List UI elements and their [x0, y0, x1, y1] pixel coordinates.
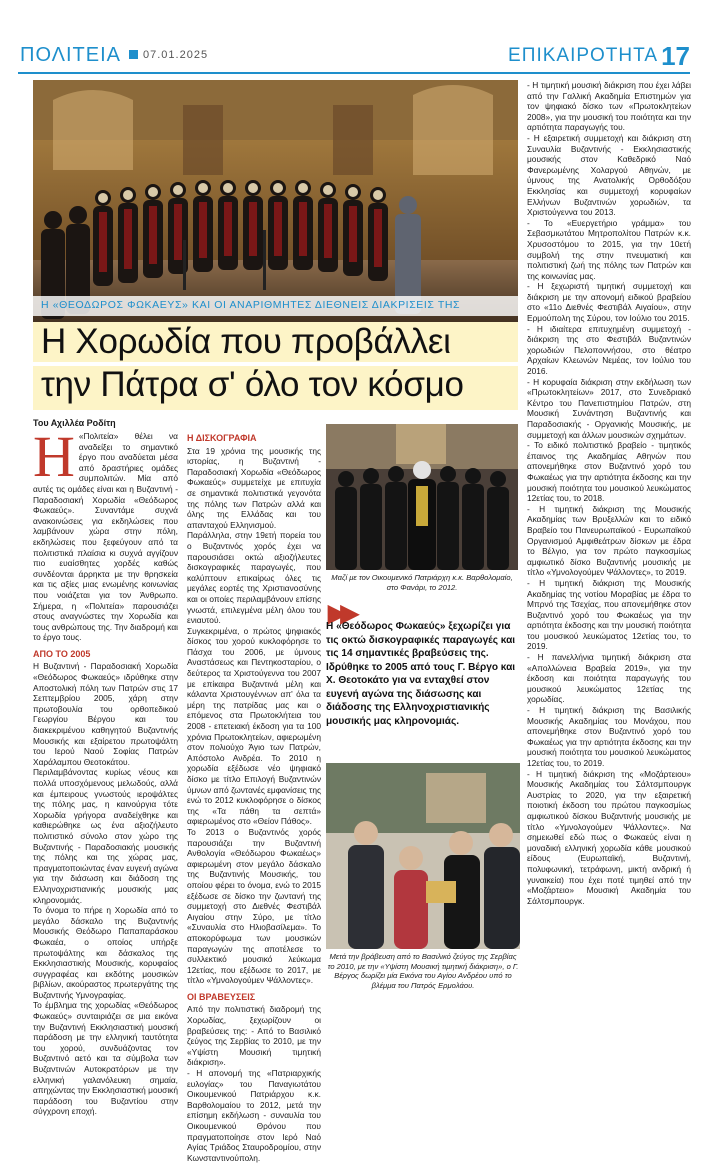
- photo-caption-award: Μετά την βράβευση από το Βασιλικό ζεύγος της Σερβίας το 2010, με την «Υψίστη Μουσική τιμητική διάκριση», ο Γ. Βέργος δωρίζει μία Εικόνα του Αγίου Ανδρέου υπό το βλέμμα του Πατρός Ερμολάου.: [327, 952, 519, 990]
- article-column-2: [187, 431, 321, 1163]
- section-label: [20, 44, 208, 67]
- headline-block: [33, 322, 518, 410]
- category-label: ΕΠΙΚΑΙΡΟΤΗΤΑ: [508, 45, 658, 66]
- issue-date: 07.01.2025: [143, 49, 209, 61]
- award-item: - Η τιμητική διάκριση της «Μοζάρτειου» Μουσικής Ακαδημίας του Σάλτσμπουργκ Αυστρίας το 2020, για την εξαιρετική ποιοτική έκδοση του πρώτου παγκοσμίως αμφιωτικού δίσκου Βυζαντινής μουσικής με τίτλο «Υμνολογούμεν Ψάλλοντες». Να σημειωθεί εδώ πως ο Φωκαεύς είναι η μοναδική ελληνική χορωδία κάθε μουσικού είδους (Ευρωπαϊκή, Βυζαντινή, πολυφωνική, τετράφωνη, μικτή ανδρική ή γυναικεία) που έχει ποτέ τιμηθεί από την «Μοζάρτειο» Μουσική Ακαδημία του Σάλτσμπουργκ.: [527, 768, 691, 906]
- double-arrow-icon: ▶▶: [328, 600, 353, 627]
- paragraph: Στα 19 χρόνια της μουσικής της ιστορίας, η Βυζαντινή - Παραδοσιακή Χορωδία «Θεόδωρος Φωκαεύς» συμμετείχε με επιτυχία σε σημαντικά πολιτιστικά γεγονότα της πόλης των Πατρών αλλά και όλης της Ελλάδας και του απανταχού Ελληνισμού.: [187, 445, 321, 530]
- page-header: [18, 41, 690, 71]
- author-byline: Του Αχιλλέα Ροδίτη: [33, 418, 116, 428]
- award-item: - Το «Ευεργετήριο γράμμα» του Σεβασμιωτάτου Μητροπολίτου Πατρών κ.κ. Χρυσοστόμου το 2015, για την 10ετή συμβολή της στην πνευματική και πολιτιστική ζωή της πόλης των Πατρών και της κοινωνίας μας.: [527, 217, 691, 281]
- photo-caption-patriarch: Μαζί με τον Οικουμενικό Πατριάρχη κ.κ. Βαρθολομαίο, στο Φανάρι, το 2012.: [331, 573, 513, 592]
- award-item: - Η τιμητική διάκριση της Μουσικής Ακαδημίας της νοτίου Μοραβίας με έδρα το Μπρνό της Τσεχίας, που απονεμήθηκε στον Βυζαντινό χορό του Φωκαέως για την αρτιότητα έκδοσης και την μουσική ποιότητα του μουσικού λευκώματος 12ετίας του, το 2019.: [527, 577, 691, 652]
- paragraph: - Η απονομή της «Πατριαρχικής ευλογίας» του Παναγιωτάτου Οικουμενικού Πατριάρχου κ.κ. Βαρθολομαίου το 2012, μετά την επίσημη εκδήλωση - συναυλία του Οικουμενικού Θρόνου που πραγματοποίησε στον Ιερό Ναό Αγίας Τριάδος Σταυροδρομίου, στην Κωνσταντινούπολη.: [187, 1068, 321, 1163]
- article-column-1: [33, 424, 179, 1117]
- kicker-banner: Η «ΘΕΟΔΩΡΟΣ ΦΩΚΑΕΥΣ» ΚΑΙ ΟΙ ΑΝΑΡΙΘΜΗΤΕΣ ΔΙΕΘΝΕΙΣ ΔΙΑΚΡΙΣΕΙΣ ΤΗΣ: [33, 296, 518, 316]
- section-name: ΠΟΛΙΤΕΙΑ: [20, 44, 122, 66]
- paragraph: Συγκεκριμένα, ο πρώτος ψηφιακός δίσκος του χορού κυκλοφόρησε το Πάσχα του 2006, με ύμνους Αναστάσεως και Πεντηκοσταρίου, ο δεύτερος τα Χριστούγεννα του 2007 με επίκαιρα Βυζαντινά μέλη και κάλαντα Χριστουγέννων απ' όλα τα μέρη της πατρίδας μας και ο επόμενος στα Πρωτοκλήτεια του 2008 - επετειακή έκδοση για τα 100 χρόνια Πρωτοκλητείων, αφιερωμένη στον πολιούχο Άγιο των Πατρών, Απόστολο Ανδρέα. Το 2010 η χορωδία εξέδωσε νέο ψηφιακό δίσκο με τίτλο Επιλογή Βυζαντινών ύμνων από ζωντανές εμφανίσεις της ενώ το 2012 κυκλοφόρησε ο δίσκος της «Τα πάθη τα σεπτά» αφιερωμένος στο «Θείον Πάθος».: [187, 625, 321, 827]
- paragraph: Το όνομα το πήρε η Χορωδία από το μεγάλο δάσκαλο της Βυζαντινής Μουσικής Θεόδωρο Παπαπαράσκου Φωκαέα, ο οποίος υπήρξε πρωτοψάλτης και δάσκαλος της Εκκλησιαστικής Μουσικής, κορυφαίος συγγραφέας και εκδότης μουσικών βιβλίων, ακούραστος πρωτεργάτης της Βυζαντινής Υμνογραφίας.: [33, 905, 178, 1000]
- award-item: - Η κορυφαία διάκριση στην εκδήλωση των «Πρωτοκλητείων» 2017, στο Συνεδριακό Κέντρο του Πανεπιστημίου Πατρών, στη Μουσική Συνάντηση Βυζαντινής και Παραδοσιακής - Οργανικής Μουσικής, με συμμετοχή και άλλων μουσικών σχημάτων.: [527, 376, 691, 440]
- subhead-discography: Η ΔΙΣΚΟΓΡΑΦΙΑ: [187, 433, 257, 443]
- paragraph: Από την πολιτιστική διαδρομή της Χορωδίας, ξεχωρίζουν οι βραβεύσεις της: - Από το Βασιλικό ζεύγος της Σερβίας το 2010, με την «Υψίστη Μουσική τιμητική διάκριση».: [187, 1004, 321, 1068]
- award-item: - Η εξαιρετική συμμετοχή και διάκριση στη Συναυλία Βυζαντινής - Εκκλησιαστικής μουσικής στον Καθεδρικό Ναό Φανερωμένης Χολαργού Αθηνών, με ύμνους της Ανατολικής Ορθοδόξου Εκκλησίας και συμμετοχή κορυφαίων Ελλήνων Βυζαντινών χορωδιών, τα Χριστούγεννα του 2013.: [527, 132, 691, 218]
- header-divider: [18, 72, 690, 74]
- page-number: 17: [661, 41, 690, 71]
- award-item: - Η πανελλήνια τιμητική διάκριση στα «Απολλώνεια Βραβεία 2019», για την έκδοση και ποιότητα παραγωγής του μουσικού λευκώματος 12ετίας της χορωδίας.: [527, 652, 691, 705]
- subhead-since-2005: ΑΠΟ ΤΟ 2005: [33, 648, 91, 659]
- paragraph: Η Βυζαντινή - Παραδοσιακή Χορωδία «Θεόδωρος Φωκαεύς» ιδρύθηκε στην Αποστολική πόλη των Πατρών στις 17 Σεπτεμβρίου 2005, χάρη στην πρωτοβουλία του ορθοπεδικού Γεωργίου Βέργου και του διακεκριμένου καθηγητού Βυζαντινής Μουσικής και εξαίρετου πρωτοψάλτη του Ιερού Ναού Σοφίας Πατρών Χαράλαμπου Θεοτοκάτου.: [33, 661, 178, 767]
- award-item: - Το ειδικό πολιτιστικό βραβείο - τιμητικός έπαινος της Ακαδημίας Αθηνών που απονεμήθηκε στον Βυζαντινό χορό του Φωκαέως για την αρτιότητα έκδοσης και την μουσική ποιότητα του μουσικού λευκώματος 12ετίας του, το 2018.: [527, 440, 691, 504]
- choir-photo: [33, 80, 518, 330]
- award-item: - Η τιμητική μουσική διάκριση που έχει λάβει από την Γαλλική Ακαδημία Επιστημών για τον ψηφιακό δίσκο των «Πρωτοκλητείων 2008», για την μουσική του ποιότητα και την αρτιότητα παραγωγής του.: [527, 80, 691, 133]
- article-column-4: [527, 80, 691, 1022]
- award-item: - Η τιμητική διάκριση της Βασιλικής Μουσικής Ακαδημίας του Μονάχου, που απονεμήθηκε στον Βυζαντινό χορό του Φωκαέως για την αρτιότητα έκδοσης και την μουσική ποιότητα του μουσικού λευκώματος 12ετίας του, το 2019.: [527, 705, 691, 768]
- paragraph: Το 2013 ο Βυζαντινός χορός παρουσιάζει την Βυζαντινή Ανθολογία «Θεόδωρου Φωκαέως» αφιερωμένη στον μεγάλο δάσκαλο της Βυζαντινής Μουσικής, του οποίου φέρει το όνομα, ενώ το 2015 εξέδωσε σε δίσκο την ζωντανή της συμμετοχή στο Διεθνές Φεστιβάλ Αιγαίου στην Σύρο, με τίτλο «Συναυλία στο Ηλιοβασίλεμα». Το αποκορύφωμα των μουσικών παραγωγών της αποτέλεσε το συλλεκτικό μουσικό λεύκωμα 12ετίας, που εξέδωσε το 2017, με τίτλο «Υμνολογούμεν Ψάλλοντες».: [187, 826, 321, 986]
- pull-quote: Η «Θεόδωρος Φωκαεύς» ξεχωρίζει για τις οκτώ δισκογραφικές παραγωγές και τις 14 σημαντικές βραβεύσεις της. Ιδρύθηκε το 2005 από τους Γ. Βέργο και Χ. Θεοτοκάτο για να ενταχθεί στον ευγενή αγώνα της διάσωσης και διάδοσης της Ελληνοχριστιανικής μουσικής μας κληρονομιάς.: [326, 621, 516, 727]
- drop-cap: Η: [33, 424, 75, 489]
- award-photo: [326, 763, 520, 949]
- headline-line-1: Η Χορωδία που προβάλλει: [41, 322, 451, 361]
- paragraph: Το έμβλημα της χορωδίας «Θεόδωρος Φωκαεύς» συνταιριάζει σε μια εικόνα την Βυζαντινή Εκκλησιαστική μουσική παράδοση με την ελληνική ταυτότητα του χορού, συνδυάζοντας τον Βυζαντινό αετό και τα σύμβολα των Βυζαντινών Αυτοκρατόρων με την ελληνική γαλανόλευκη σημαία, απηχώντας την Εκκλησιαστική μουσική παράδοση του Βυζαντίου στην σύγχρονη εποχή.: [33, 1000, 178, 1117]
- subhead-awards: ΟΙ ΒΡΑΒΕΥΣΕΙΣ: [187, 991, 256, 1002]
- award-item: - Η ξεχωριστή τιμητική συμμετοχή και διάκριση με την απονομή ειδικού βραβείου στο «11ο Διεθνές Φεστιβάλ Αιγαίου», στην Ερμούπολη της Σύρου, τον Ιούλιο του 2015.: [527, 281, 691, 324]
- square-icon: [129, 50, 138, 59]
- paragraph: Παράλληλα, στην 19ετή πορεία του ο Βυζαντινός χορός έχει να παρουσιάσει οκτώ αξιοζήλευτες δισκογραφικές παραγωγές, που καλύπτουν επικαίρως όλες τις μεγάλες εορτές της Χριστιανοσύνης και οι οποίες περιλαμβάνουν επίσης γνωστά, επιλεγμένα μέλη όλου του ενιαυτού.: [187, 530, 321, 626]
- paragraph: Περιλαμβάνοντας κυρίως νέους και πολλά υποσχόμενους μελωδούς, αλλά και έμπειρους γνωστούς ιεροψάλτες της πόλης μας, η καινούργια τότε Χορωδία γρήγορα αναδείχθηκε και καθιερώθηκε ως ένα αξιοζήλευτο πολιτιστικό σύνολο στον χώρο της Βυζαντινής - Παραδοσιακής μουσικής της πόλης και της χώρας μας, πραγματοποιώντας έναν ευγενή αγώνα για την διάσωση και διάδοση της Ελληνοχριστιανικής μουσικής μας κληρονομιάς.: [33, 767, 179, 905]
- headline-line-2: την Πάτρα σ' όλο τον κόσμο: [41, 365, 464, 404]
- award-item: - Η ιδιαίτερα επιτυχημένη συμμετοχή - διάκριση της στο Φεστιβάλ Βυζαντινών χορωδιών Πελοποννήσου, στο θέατρο Αρχαίων Κλεωνών Νεμέας, τον Ιούλιο του 2016.: [527, 323, 691, 377]
- award-item: - Η τιμητική διάκριση της Μουσικής Ακαδημίας των Βρυξελλών και το ειδικό Βραβείο του Πανευρωπαϊκού - Ευρωπαϊκού Οργανισμού Αμφιθεάτρων δίσκων με έδρα το Βέλγιο, για τον πρώτο παγκοσμίως αμφιωτικό δίσκο Βυζαντινής μουσικής με τίτλο «Υμνολογούμεν Ψάλλοντες», το 2019.: [527, 503, 691, 578]
- patriarch-photo: [326, 424, 518, 570]
- intro-paragraph: «Πολιτεία» θέλει να αναδείξει το σημαντικό έργο που αναδύεται μέσα από δραστήριες ομάδες συμπολιτών. Μία από αυτές τις ομάδες είναι και η Βυζαντινή - Παραδοσιακή Χορωδία «Θεόδωρος Φωκαεύς». Συναντάμε συχνά ανακοινώσεις για εκδηλώσεις που λαμβάνουν χώρα στην πόλη, εκδηλώσεις που ξεφεύγουν από τα πολιτιστικά πλαίσια κι συχνά αγγίζουν πιο ευαίσθητες χορδές καθώς συνδέονται άρρηκτα με την θρησκεία και τις αξίες μιας ενωμένης κοινωνίας που νοιάζεται για τον Άνθρωπο. Σήμερα, η «Πολιτεία» παρουσιάζει στους αναγνώστες την Χορωδία και τους ανθρώπους της. Την διαδρομή και το έργο τους.: [33, 431, 178, 643]
